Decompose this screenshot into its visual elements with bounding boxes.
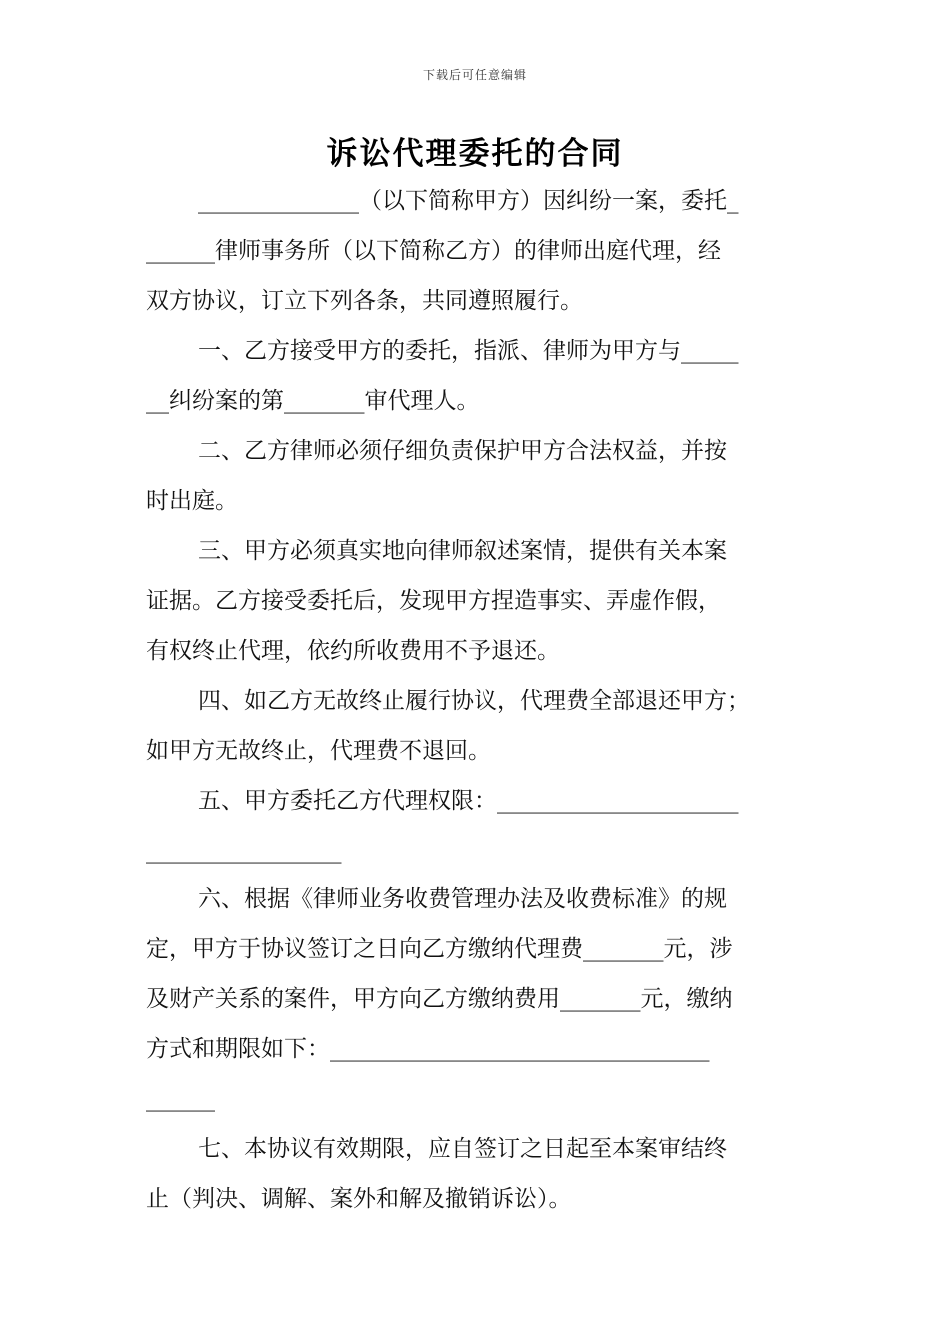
clause-2-line: 二、乙方律师必须仔细负责保护甲方合法权益，并按	[198, 438, 727, 464]
clause-1-line: __纠纷案的第_______审代理人。	[146, 388, 480, 414]
clause-6-line: 六、根据《律师业务收费管理办法及收费标准》的规	[198, 886, 727, 912]
paragraph-line: ______律师事务所（以下简称乙方）的律师出庭代理，经	[146, 238, 721, 264]
clause-6-line: 方式和期限如下：_________________________________	[146, 1036, 710, 1062]
document-title: 诉讼代理委托的合同	[326, 136, 624, 172]
clause-6-line: 及财产关系的案件，甲方向乙方缴纳费用_______元，缴纳	[146, 986, 733, 1012]
paragraph-line: ______________（以下简称甲方）因纠纷一案，委托_	[198, 188, 739, 214]
clause-6-line: 定，甲方于协议签订之日向乙方缴纳代理费_______元，涉	[146, 936, 733, 962]
clause-5-line: 五、甲方委托乙方代理权限：_____________________	[198, 788, 739, 814]
clause-7-line: 止（判决、调解、案外和解及撤销诉讼）。	[146, 1186, 572, 1212]
clause-3-line: 证据。乙方接受委托后，发现甲方捏造事实、弄虚作假，	[146, 588, 721, 614]
clause-3-line: 三、甲方必须真实地向律师叙述案情，提供有关本案	[198, 538, 727, 564]
clause-2-line: 时出庭。	[146, 488, 238, 514]
header-note: 下载后可任意编辑	[422, 68, 527, 82]
clause-1-line: 一、乙方接受甲方的委托，指派、律师为甲方与_____	[198, 338, 739, 364]
clause-4-line: 如甲方无故终止，代理费不退回。	[146, 738, 491, 764]
clause-3-line: 有权终止代理，依约所收费用不予退还。	[146, 638, 560, 664]
clause-5-blank-line: _________________	[146, 838, 342, 864]
clause-4-line: 四、如乙方无故终止履行协议，代理费全部退还甲方；	[198, 688, 750, 714]
clause-6-blank-line: ______	[146, 1086, 215, 1112]
clause-7-line: 七、本协议有效期限，应自签订之日起至本案审结终	[198, 1136, 727, 1162]
paragraph-line: 双方协议，订立下列各条，共同遵照履行。	[146, 288, 583, 314]
